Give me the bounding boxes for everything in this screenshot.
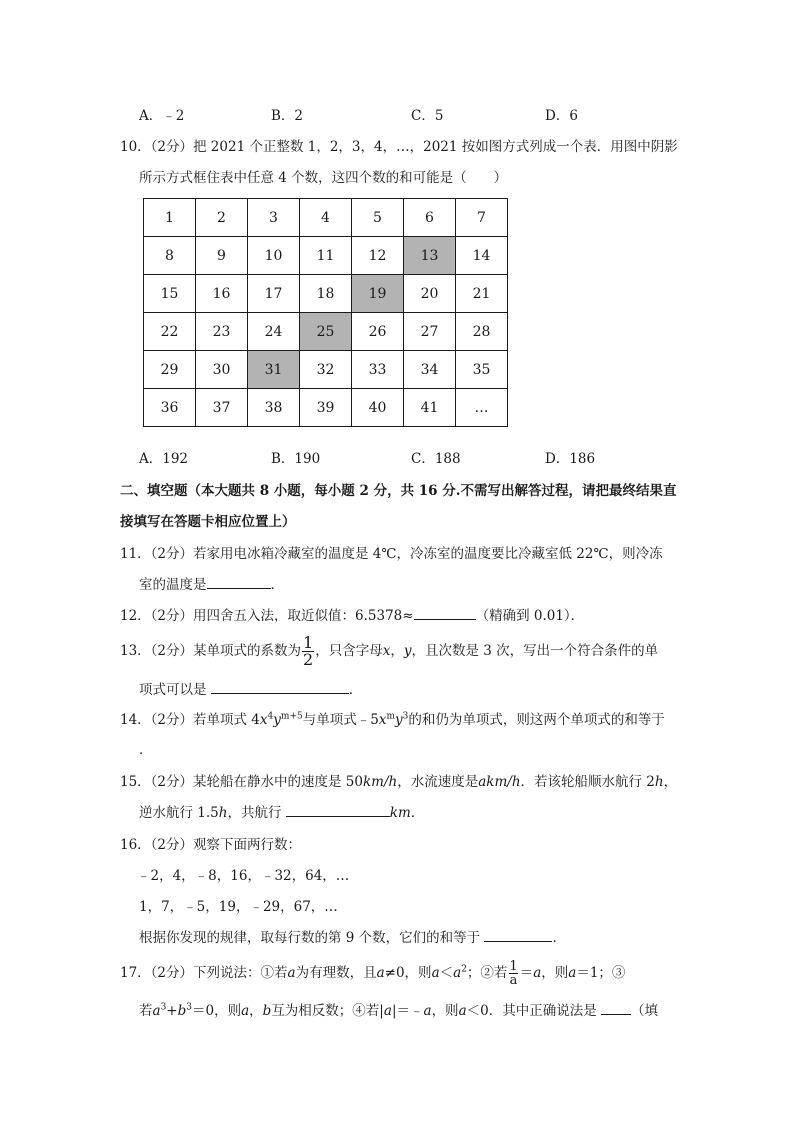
table-cell: 40 bbox=[352, 389, 404, 427]
table-cell: 22 bbox=[144, 313, 196, 351]
q16-answer-blank[interactable] bbox=[484, 928, 552, 942]
q10-stem-line2: 所示方式框住表中任意 4 个数，这四个数的和可能是（ ） bbox=[139, 170, 508, 186]
section2-title-line1: 二、填空题（本大题共 8 小题，每小题 2 分，共 16 分.不需写出解答过程，请把最终结果直 bbox=[120, 483, 677, 499]
table-cell: 5 bbox=[352, 199, 404, 237]
q9-option-b: B．2 bbox=[271, 108, 304, 124]
table-cell: 3 bbox=[248, 199, 300, 237]
table-cell: 23 bbox=[196, 313, 248, 351]
table-cell: 17 bbox=[248, 275, 300, 313]
q17-answer-blank[interactable] bbox=[601, 1001, 631, 1015]
table-cell: 26 bbox=[352, 313, 404, 351]
table-cell: 11 bbox=[300, 237, 352, 275]
table-cell: 32 bbox=[300, 351, 352, 389]
q14-stem-line2: ． bbox=[139, 742, 153, 758]
q11-answer-blank[interactable] bbox=[207, 575, 271, 589]
q12-answer-blank[interactable] bbox=[414, 606, 476, 620]
q13-answer-blank[interactable] bbox=[211, 680, 349, 694]
table-cell: … bbox=[456, 389, 508, 427]
q15-stem-line1: 15．（2分）某轮船在静水中的速度是 50km/h，水流速度是akm/h．若该轮船顺水航行 2h， bbox=[120, 774, 678, 790]
table-cell: 6 bbox=[404, 199, 456, 237]
table-cell: 27 bbox=[404, 313, 456, 351]
fraction-one-over-a: $\frac{1}{a}$ bbox=[509, 959, 518, 988]
table-cell: 10 bbox=[248, 237, 300, 275]
table-cell: 12 bbox=[352, 237, 404, 275]
q14-stem-line1: 14．（2分）若单项式 $4x^4y^{m+5}$与单项式$﹣5x^my^3$的和仍为单项式，则这两个单项式的和等于 bbox=[120, 711, 665, 728]
q15-answer-blank[interactable] bbox=[286, 803, 390, 817]
table-row bbox=[144, 199, 508, 237]
q9-option-c: C．5 bbox=[411, 108, 444, 124]
table-cell: 14 bbox=[456, 237, 508, 275]
table-cell: 34 bbox=[404, 351, 456, 389]
q10-option-c: C．188 bbox=[411, 451, 461, 467]
q11-stem-line2: 室的温度是 ． bbox=[139, 577, 284, 593]
table-cell: 18 bbox=[300, 275, 352, 313]
table-cell-shaded: 13 bbox=[404, 237, 456, 275]
q13-stem-line2: 项式可以是 ． bbox=[139, 682, 363, 698]
q17-stem-line1: 17．（2分）下列说法：①若a为有理数，且a≠0，则$a<a^2$；②若 $\frac{1}{a}$ ＝a，则a＝1；③ bbox=[120, 959, 626, 988]
table-cell: 16 bbox=[196, 275, 248, 313]
table-cell: 7 bbox=[456, 199, 508, 237]
q10-option-b: B．190 bbox=[271, 451, 321, 467]
q16-sequence-row2: 1，7，﹣5，19，﹣29，67，… bbox=[139, 899, 338, 915]
q12-stem: 12．（2分）用四舍五入法，取近似值：6.5378≈ （精确到 0.01）． bbox=[120, 608, 585, 624]
table-cell: 2 bbox=[196, 199, 248, 237]
table-row bbox=[144, 313, 508, 351]
table-cell: 9 bbox=[196, 237, 248, 275]
table-cell: 39 bbox=[300, 389, 352, 427]
table-cell: 4 bbox=[300, 199, 352, 237]
q16-stem-line4: 根据你发现的规律，取每行数的第 9 个数，它们的和等于 ． bbox=[139, 930, 566, 946]
q15-stem-line2: 逆水航行 1.5h，共航行 km． bbox=[139, 805, 425, 821]
table-cell: 1 bbox=[144, 199, 196, 237]
q16-sequence-row1: ﹣2，4，﹣8，16，﹣32，64，… bbox=[137, 868, 350, 884]
fraction-one-half: $\frac{1}{2}$ bbox=[303, 633, 314, 669]
q10-option-a: A．192 bbox=[139, 451, 189, 467]
table-cell: 29 bbox=[144, 351, 196, 389]
table-cell: 15 bbox=[144, 275, 196, 313]
q13-stem-line1: 13．（2分）某单项式的系数为 $\frac{1}{2}$ ，只含字母x，y，且次数是 3 次，写出一个符合条件的单 bbox=[120, 633, 659, 669]
table-cell: 33 bbox=[352, 351, 404, 389]
q16-stem-line1: 16．（2分）观察下面两行数： bbox=[120, 837, 302, 853]
table-cell: 41 bbox=[404, 389, 456, 427]
table-cell: 35 bbox=[456, 351, 508, 389]
table-row bbox=[144, 237, 508, 275]
table-cell: 21 bbox=[456, 275, 508, 313]
table-cell: 30 bbox=[196, 351, 248, 389]
table-cell-shaded: 25 bbox=[300, 313, 352, 351]
table-cell: 28 bbox=[456, 313, 508, 351]
section2-title-line2: 接填写在答题卡相应位置上） bbox=[120, 514, 296, 530]
table-cell: 36 bbox=[144, 389, 196, 427]
table-cell: 24 bbox=[248, 313, 300, 351]
table-cell: 20 bbox=[404, 275, 456, 313]
table-row bbox=[144, 389, 508, 427]
table-cell: 8 bbox=[144, 237, 196, 275]
table-cell-shaded: 19 bbox=[352, 275, 404, 313]
table-row bbox=[144, 275, 508, 313]
q9-option-a: A．﹣2 bbox=[139, 108, 185, 124]
number-table bbox=[143, 198, 508, 427]
table-cell-shaded: 31 bbox=[248, 351, 300, 389]
q11-stem-line1: 11．（2分）若家用电冰箱冷藏室的温度是 4℃，冷冻室的温度要比冷藏室低 22℃，则冷冻 bbox=[120, 546, 663, 562]
q9-option-d: D．6 bbox=[545, 108, 578, 124]
table-row bbox=[144, 351, 508, 389]
table-cell: 37 bbox=[196, 389, 248, 427]
q10-option-d: D．186 bbox=[545, 451, 596, 467]
table-cell: 38 bbox=[248, 389, 300, 427]
q17-stem-line2: 若$a^3+b^3=0$，则a，b互为相反数；④若|a|＝﹣a，则a＜0．其中正确说法是 （填 bbox=[139, 1002, 659, 1019]
q10-stem-line1: 10．（2分）把 2021 个正整数 1，2，3，4，…，2021 按如图方式列成一个表．用图中阴影 bbox=[120, 139, 678, 155]
